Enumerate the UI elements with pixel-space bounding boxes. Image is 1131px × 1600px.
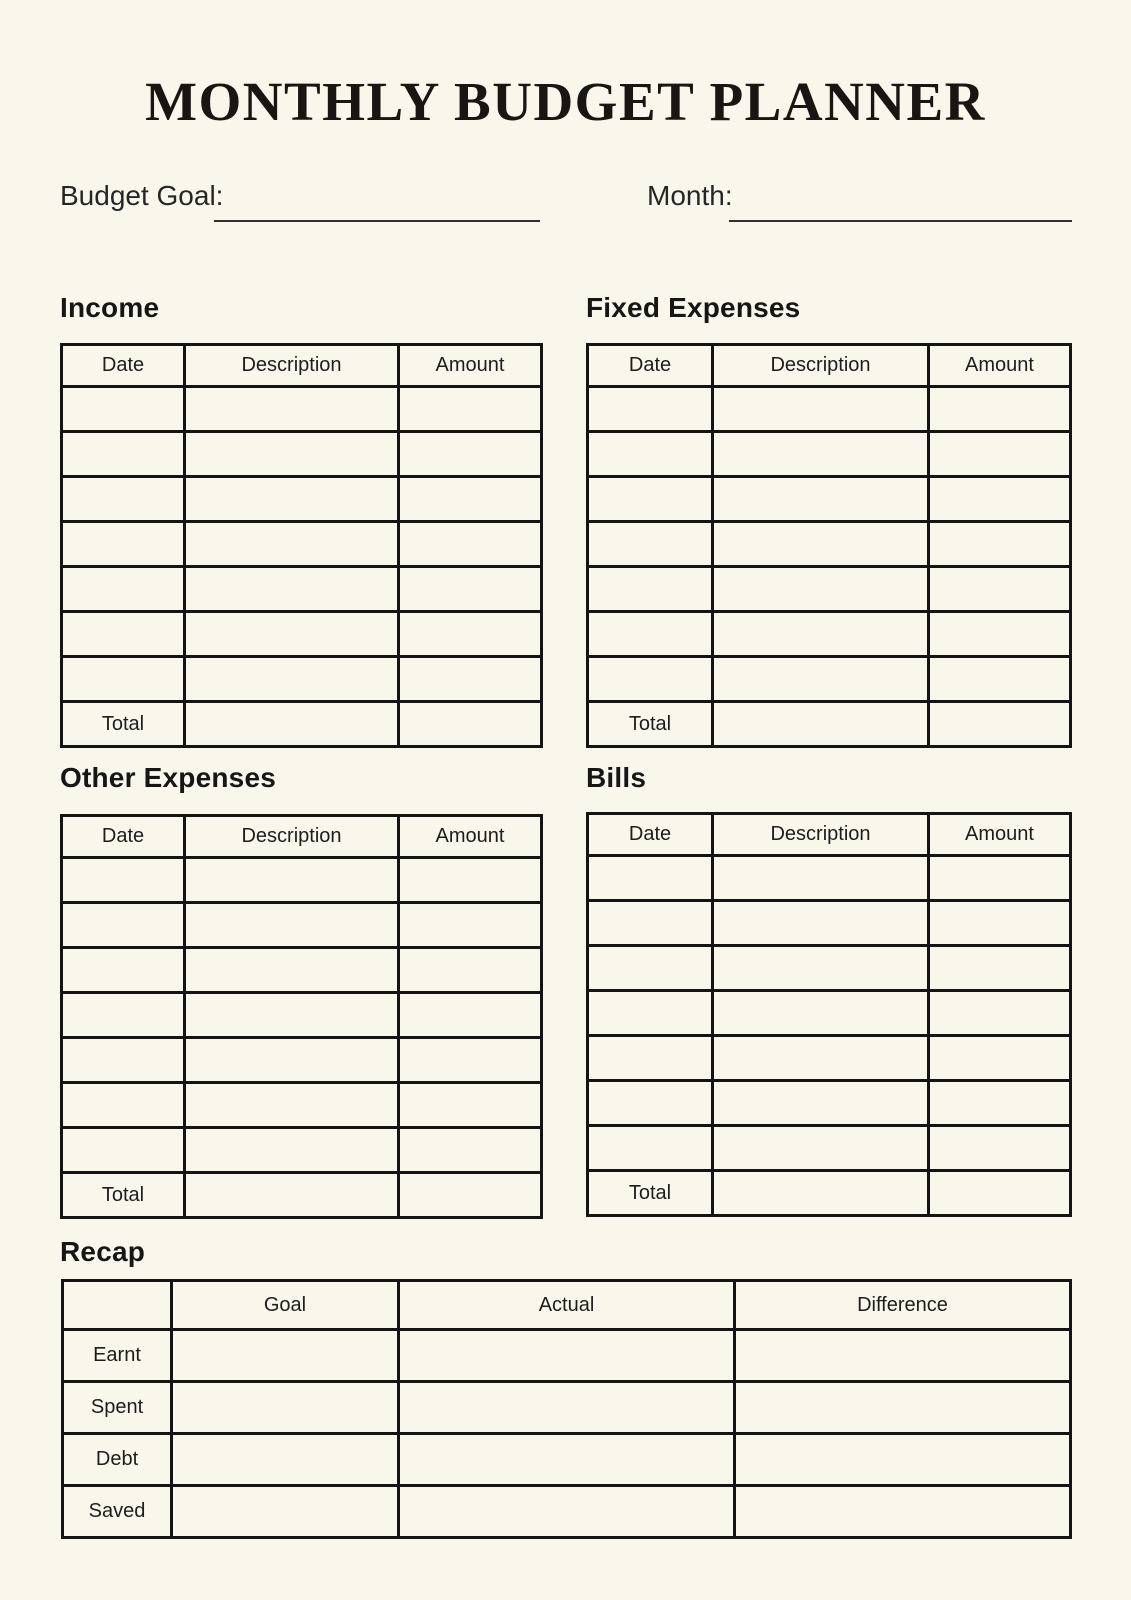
blank-cell[interactable] bbox=[62, 903, 185, 948]
other-expenses-total-amount-cell[interactable] bbox=[399, 1173, 542, 1218]
blank-cell[interactable] bbox=[588, 432, 713, 477]
fixed-expenses-col-header-date: Date bbox=[588, 345, 713, 387]
other-expenses-row bbox=[62, 1128, 542, 1173]
other-expenses-total-row bbox=[62, 1173, 542, 1218]
other-expenses-col-header-amount: Amount bbox=[399, 816, 542, 858]
blank-cell[interactable] bbox=[929, 901, 1071, 946]
blank-cell[interactable] bbox=[929, 567, 1071, 612]
blank-cell[interactable] bbox=[399, 612, 542, 657]
blank-cell[interactable] bbox=[185, 432, 399, 477]
bills-total-description-cell[interactable] bbox=[713, 1171, 929, 1216]
blank-cell[interactable] bbox=[185, 858, 399, 903]
blank-cell[interactable] bbox=[185, 612, 399, 657]
bills-row bbox=[588, 991, 1071, 1036]
other-expenses-header-row bbox=[62, 816, 542, 858]
bills-table bbox=[586, 812, 1072, 1217]
income-total-row bbox=[62, 702, 542, 747]
blank-cell[interactable] bbox=[713, 657, 929, 702]
recap-row-label-earnt: Earnt bbox=[63, 1330, 172, 1382]
blank-cell[interactable] bbox=[929, 612, 1071, 657]
blank-cell[interactable] bbox=[588, 387, 713, 432]
recap-row-label-spent: Spent bbox=[63, 1382, 172, 1434]
recap-saved-actual-cell[interactable] bbox=[399, 1486, 735, 1538]
bills-total-label: Total bbox=[588, 1171, 713, 1216]
blank-cell[interactable] bbox=[713, 901, 929, 946]
fixed-expenses-row bbox=[588, 612, 1071, 657]
blank-cell[interactable] bbox=[929, 946, 1071, 991]
blank-cell[interactable] bbox=[185, 1083, 399, 1128]
fixed-expenses-row bbox=[588, 567, 1071, 612]
income-table bbox=[60, 343, 543, 748]
blank-cell[interactable] bbox=[62, 1128, 185, 1173]
bills-row bbox=[588, 856, 1071, 901]
blank-cell[interactable] bbox=[713, 612, 929, 657]
blank-cell[interactable] bbox=[588, 522, 713, 567]
other-expenses-row bbox=[62, 858, 542, 903]
blank-cell[interactable] bbox=[713, 567, 929, 612]
blank-cell[interactable] bbox=[399, 1038, 542, 1083]
fixed-expenses-col-header-description: Description bbox=[713, 345, 929, 387]
blank-cell[interactable] bbox=[588, 946, 713, 991]
blank-cell[interactable] bbox=[929, 657, 1071, 702]
section-heading-recap: Recap bbox=[60, 1236, 146, 1267]
fixed-expenses-total-amount-cell[interactable] bbox=[929, 702, 1071, 747]
blank-cell[interactable] bbox=[713, 856, 929, 901]
blank-cell[interactable] bbox=[588, 477, 713, 522]
blank-cell[interactable] bbox=[185, 522, 399, 567]
recap-table bbox=[61, 1279, 1072, 1539]
blank-cell[interactable] bbox=[929, 477, 1071, 522]
blank-cell[interactable] bbox=[185, 567, 399, 612]
month-label: Month: bbox=[647, 180, 733, 211]
blank-cell[interactable] bbox=[588, 991, 713, 1036]
blank-cell[interactable] bbox=[588, 901, 713, 946]
income-row bbox=[62, 387, 542, 432]
recap-row-spent bbox=[63, 1382, 1071, 1434]
blank-cell[interactable] bbox=[185, 993, 399, 1038]
blank-cell[interactable] bbox=[399, 903, 542, 948]
blank-cell[interactable] bbox=[588, 1126, 713, 1171]
fixed-expenses-header-row bbox=[588, 345, 1071, 387]
blank-cell[interactable] bbox=[588, 657, 713, 702]
blank-cell[interactable] bbox=[62, 567, 185, 612]
other-expenses-table bbox=[60, 814, 543, 1219]
blank-cell[interactable] bbox=[62, 858, 185, 903]
blank-cell[interactable] bbox=[399, 657, 542, 702]
income-col-header-description: Description bbox=[185, 345, 399, 387]
recap-col-header-actual: Actual bbox=[399, 1281, 735, 1330]
blank-cell[interactable] bbox=[399, 387, 542, 432]
section-heading-other-expenses: Other Expenses bbox=[60, 762, 276, 793]
blank-cell[interactable] bbox=[185, 903, 399, 948]
blank-cell[interactable] bbox=[929, 522, 1071, 567]
bills-row bbox=[588, 946, 1071, 991]
blank-cell[interactable] bbox=[185, 1038, 399, 1083]
fixed-expenses-col-header-amount: Amount bbox=[929, 345, 1071, 387]
fixed-expenses-total-row bbox=[588, 702, 1071, 747]
blank-cell[interactable] bbox=[713, 946, 929, 991]
recap-debt-goal-cell[interactable] bbox=[172, 1434, 399, 1486]
other-expenses-col-header-description: Description bbox=[185, 816, 399, 858]
income-row bbox=[62, 657, 542, 702]
blank-cell[interactable] bbox=[399, 948, 542, 993]
blank-cell[interactable] bbox=[399, 432, 542, 477]
blank-cell[interactable] bbox=[399, 1083, 542, 1128]
blank-cell[interactable] bbox=[62, 1083, 185, 1128]
blank-cell[interactable] bbox=[713, 1081, 929, 1126]
blank-cell[interactable] bbox=[185, 657, 399, 702]
blank-cell[interactable] bbox=[62, 387, 185, 432]
fixed-expenses-total-description-cell[interactable] bbox=[713, 702, 929, 747]
fixed-expenses-total-label: Total bbox=[588, 702, 713, 747]
recap-earnt-difference-cell[interactable] bbox=[735, 1330, 1071, 1382]
blank-cell[interactable] bbox=[185, 948, 399, 993]
blank-cell[interactable] bbox=[62, 993, 185, 1038]
other-expenses-row bbox=[62, 1038, 542, 1083]
income-header-row bbox=[62, 345, 542, 387]
blank-cell[interactable] bbox=[62, 657, 185, 702]
page-title: MONTHLY BUDGET PLANNER bbox=[145, 71, 986, 132]
budget-goal-line[interactable] bbox=[214, 220, 540, 222]
fixed-expenses-table bbox=[586, 343, 1072, 748]
fixed-expenses-row bbox=[588, 432, 1071, 477]
bills-col-header-date: Date bbox=[588, 814, 713, 856]
blank-cell[interactable] bbox=[713, 1126, 929, 1171]
bills-col-header-amount: Amount bbox=[929, 814, 1071, 856]
fixed-expenses-row bbox=[588, 477, 1071, 522]
income-row bbox=[62, 477, 542, 522]
income-row bbox=[62, 612, 542, 657]
income-row bbox=[62, 522, 542, 567]
blank-cell[interactable] bbox=[399, 858, 542, 903]
other-expenses-row bbox=[62, 1083, 542, 1128]
income-total-amount-cell[interactable] bbox=[399, 702, 542, 747]
other-expenses-row bbox=[62, 993, 542, 1038]
blank-cell[interactable] bbox=[399, 1128, 542, 1173]
recap-spent-difference-cell[interactable] bbox=[735, 1382, 1071, 1434]
recap-row-debt bbox=[63, 1434, 1071, 1486]
blank-cell[interactable] bbox=[713, 522, 929, 567]
recap-debt-difference-cell[interactable] bbox=[735, 1434, 1071, 1486]
blank-cell[interactable] bbox=[588, 856, 713, 901]
blank-cell[interactable] bbox=[399, 522, 542, 567]
recap-col-header-goal: Goal bbox=[172, 1281, 399, 1330]
bills-row bbox=[588, 1036, 1071, 1081]
other-expenses-row bbox=[62, 903, 542, 948]
recap-saved-difference-cell[interactable] bbox=[735, 1486, 1071, 1538]
bills-col-header-description: Description bbox=[713, 814, 929, 856]
blank-cell[interactable] bbox=[588, 1036, 713, 1081]
income-col-header-amount: Amount bbox=[399, 345, 542, 387]
bills-total-amount-cell[interactable] bbox=[929, 1171, 1071, 1216]
blank-cell[interactable] bbox=[399, 993, 542, 1038]
recap-earnt-goal-cell[interactable] bbox=[172, 1330, 399, 1382]
blank-cell[interactable] bbox=[588, 1081, 713, 1126]
recap-header-row bbox=[63, 1281, 1071, 1330]
recap-row-earnt bbox=[63, 1330, 1071, 1382]
blank-cell[interactable] bbox=[929, 991, 1071, 1036]
blank-cell[interactable] bbox=[62, 477, 185, 522]
other-expenses-col-header-date: Date bbox=[62, 816, 185, 858]
recap-col-header-blank bbox=[63, 1281, 172, 1330]
blank-cell[interactable] bbox=[185, 477, 399, 522]
blank-cell[interactable] bbox=[62, 612, 185, 657]
fixed-expenses-row bbox=[588, 522, 1071, 567]
blank-cell[interactable] bbox=[713, 991, 929, 1036]
other-expenses-total-description-cell[interactable] bbox=[185, 1173, 399, 1218]
month-line[interactable] bbox=[729, 220, 1072, 222]
recap-col-header-difference: Difference bbox=[735, 1281, 1071, 1330]
blank-cell[interactable] bbox=[929, 856, 1071, 901]
blank-cell[interactable] bbox=[713, 432, 929, 477]
blank-cell[interactable] bbox=[929, 1126, 1071, 1171]
blank-cell[interactable] bbox=[62, 948, 185, 993]
budget-goal-label: Budget Goal: bbox=[60, 180, 224, 211]
blank-cell[interactable] bbox=[929, 1081, 1071, 1126]
blank-cell[interactable] bbox=[929, 432, 1071, 477]
blank-cell[interactable] bbox=[185, 1128, 399, 1173]
recap-spent-actual-cell[interactable] bbox=[399, 1382, 735, 1434]
recap-row-label-debt: Debt bbox=[63, 1434, 172, 1486]
blank-cell[interactable] bbox=[713, 477, 929, 522]
recap-earnt-actual-cell[interactable] bbox=[399, 1330, 735, 1382]
section-heading-fixed-expenses: Fixed Expenses bbox=[586, 292, 801, 323]
recap-saved-goal-cell[interactable] bbox=[172, 1486, 399, 1538]
blank-cell[interactable] bbox=[713, 1036, 929, 1081]
blank-cell[interactable] bbox=[588, 567, 713, 612]
blank-cell[interactable] bbox=[62, 1038, 185, 1083]
section-heading-income: Income bbox=[60, 292, 160, 323]
income-total-description-cell[interactable] bbox=[185, 702, 399, 747]
blank-cell[interactable] bbox=[399, 567, 542, 612]
other-expenses-total-label: Total bbox=[62, 1173, 185, 1218]
bills-row bbox=[588, 1081, 1071, 1126]
blank-cell[interactable] bbox=[62, 432, 185, 477]
income-row bbox=[62, 432, 542, 477]
blank-cell[interactable] bbox=[713, 387, 929, 432]
income-row bbox=[62, 567, 542, 612]
fixed-expenses-row bbox=[588, 657, 1071, 702]
bills-header-row bbox=[588, 814, 1071, 856]
recap-row-saved bbox=[63, 1486, 1071, 1538]
section-heading-bills: Bills bbox=[586, 762, 647, 793]
recap-debt-actual-cell[interactable] bbox=[399, 1434, 735, 1486]
fixed-expenses-row bbox=[588, 387, 1071, 432]
bills-total-row bbox=[588, 1171, 1071, 1216]
bills-row bbox=[588, 901, 1071, 946]
blank-cell[interactable] bbox=[185, 387, 399, 432]
bills-row bbox=[588, 1126, 1071, 1171]
income-total-label: Total bbox=[62, 702, 185, 747]
income-col-header-date: Date bbox=[62, 345, 185, 387]
blank-cell[interactable] bbox=[399, 477, 542, 522]
blank-cell[interactable] bbox=[62, 522, 185, 567]
blank-cell[interactable] bbox=[929, 387, 1071, 432]
recap-row-label-saved: Saved bbox=[63, 1486, 172, 1538]
blank-cell[interactable] bbox=[929, 1036, 1071, 1081]
other-expenses-row bbox=[62, 948, 542, 993]
recap-spent-goal-cell[interactable] bbox=[172, 1382, 399, 1434]
blank-cell[interactable] bbox=[588, 612, 713, 657]
